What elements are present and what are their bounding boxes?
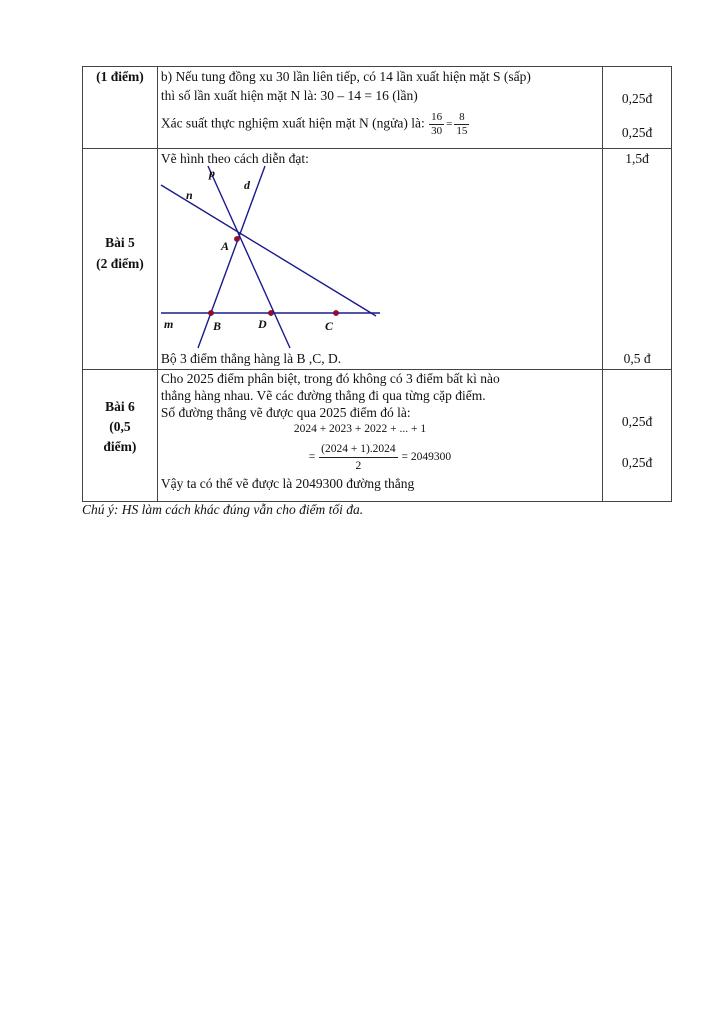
score: 0,25đ [621, 125, 653, 140]
score: 0,25đ [621, 455, 653, 470]
point-B [208, 310, 213, 315]
text-line: Vậy ta có thể vẽ được là 2049300 đường thẳng [160, 476, 415, 491]
grading-table [82, 66, 672, 502]
label-n: n [185, 188, 193, 202]
equals-sign: = [308, 451, 316, 463]
equals-sign: = [446, 118, 453, 130]
text-line: b) Nếu tung đồng xu 30 lần liên tiếp, có 14 lần xuất hiện mặt S (sấp) [160, 69, 531, 84]
label-d: d [243, 178, 250, 192]
grading-note: Chú ý: HS làm cách khác đúng vẫn cho điểm tối đa. [82, 502, 364, 517]
score: 1,5đ [625, 151, 649, 166]
score: 0,5 đ [623, 351, 651, 366]
line-d [198, 166, 265, 348]
text-line: Cho 2025 điểm phân biệt, trong đó không có 3 điểm bất kì nào [160, 371, 500, 386]
score: 0,25đ [621, 91, 653, 106]
score: 0,25đ [621, 414, 653, 429]
label-line: Bài 5 [105, 235, 135, 250]
probability-line [161, 111, 599, 138]
row-content [157, 67, 602, 149]
score-cell [603, 67, 672, 149]
point-A [234, 236, 239, 241]
fraction [454, 111, 469, 138]
label-A: A [220, 239, 229, 253]
numerator: (2024 + 1).2024 [319, 441, 398, 458]
numerator: 8 [454, 111, 469, 125]
label-B: B [212, 319, 221, 333]
label-D: D [257, 317, 267, 331]
text-line: thì số lần xuất hiện mặt N là: 30 – 14 = 16 (lần) [160, 88, 418, 103]
sum-expression: 2024 + 2023 + 2022 + ... + 1 [293, 423, 427, 435]
label-p: p [208, 166, 215, 180]
table-row [83, 67, 672, 149]
score-cell [603, 149, 672, 370]
label-line: Bài 6 [105, 398, 135, 414]
label-line: điểm) [103, 438, 137, 454]
row-content [157, 149, 602, 370]
text-line: Bộ 3 điểm thẳng hàng là B ,C, D. [160, 351, 342, 366]
fraction [429, 111, 444, 138]
line-n [161, 185, 376, 316]
text-line: Vẽ hình theo cách diễn đạt: [160, 151, 309, 166]
fraction [319, 441, 398, 474]
label-C: C [324, 319, 333, 333]
text-line: Xác suất thực nghiệm xuất hiện mặt N (ngửa) là: [160, 115, 425, 131]
label-m: m [163, 317, 174, 331]
label-line: (2 điểm) [96, 256, 144, 271]
point-D [268, 310, 273, 315]
formula-line [161, 441, 599, 474]
geometry-figure [158, 163, 388, 349]
row-content [157, 370, 602, 502]
point-C [333, 310, 338, 315]
row-label [83, 370, 158, 502]
text-line: thẳng hàng nhau. Vẽ các đường thẳng đi qua từng cặp điểm. [160, 388, 486, 403]
table-row [83, 370, 672, 502]
score-cell [603, 370, 672, 502]
table-row [83, 149, 672, 370]
denominator: 30 [431, 125, 443, 137]
denominator: 15 [456, 125, 468, 137]
denominator: 2 [355, 460, 362, 472]
row-label [83, 149, 158, 370]
row-label: (1 điểm) [83, 67, 158, 149]
text-line: Số đường thẳng vẽ được qua 2025 điểm đó là: [160, 405, 411, 420]
numerator: 16 [431, 111, 443, 123]
label-line: (0,5 [109, 418, 131, 434]
result-value: = 2049300 [401, 451, 452, 463]
